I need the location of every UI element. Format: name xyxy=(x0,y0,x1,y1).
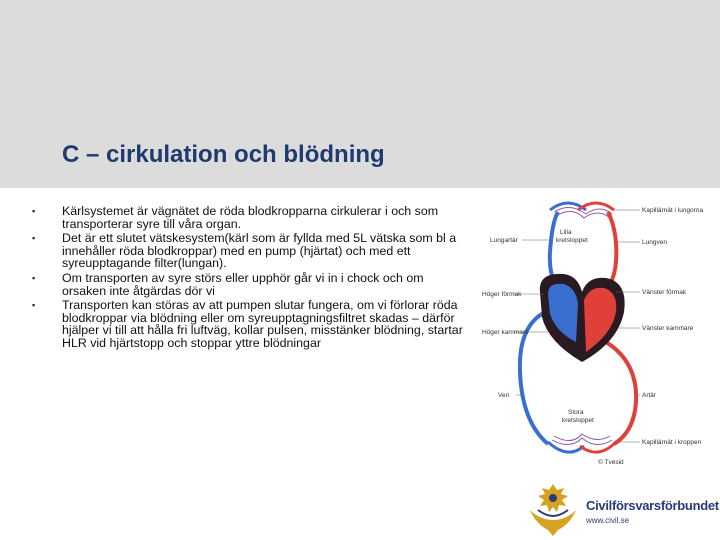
bullet-list xyxy=(28,205,468,352)
label-pulmonary-vein: Lungven xyxy=(642,239,667,246)
bullet-icon: ▪ xyxy=(32,206,36,216)
label-right-ventricle: Höger kammare xyxy=(482,329,529,336)
bullet-item xyxy=(28,272,468,297)
artery-vessel xyxy=(606,342,636,444)
bullet-text: Det är ett slutet vätskesystem(kärl som är fyllda med 5L vätska som bl a innehåller röda blodkroppar) med en pump (hjärtat) och med ett syreupptagande filter(lungan). xyxy=(62,231,457,271)
body-capillaries xyxy=(548,434,616,452)
bullet-text: Om transporten av syre störs eller upphör går vi in i chock och om orsaken inte åtgärdas dör vi xyxy=(62,270,424,298)
lung-capillaries xyxy=(550,203,614,218)
bullet-text: Kärlsystemet är vägnätet de röda blodkropparna cirkulerar i och som transporterar syre till våra organ. xyxy=(62,204,439,231)
label-small-circuit-1: Lilla xyxy=(560,229,572,236)
bullet-item xyxy=(28,232,468,270)
bullet-icon: ▪ xyxy=(32,272,36,283)
diagram-credit: © Tvesid xyxy=(598,459,624,466)
label-right-atrium: Höger förmak xyxy=(482,291,522,298)
label-left-ventricle: Vänster kammare xyxy=(642,325,694,332)
label-left-atrium: Vänster förmak xyxy=(642,289,687,296)
label-artery: Artär xyxy=(642,392,657,399)
circulation-diagram xyxy=(478,192,720,472)
heart xyxy=(540,274,625,362)
logo-url: www.civil.se xyxy=(586,516,630,525)
bullet-icon: ▪ xyxy=(32,233,36,244)
label-small-circuit-2: kretsloppet xyxy=(556,237,588,244)
label-lung-capillaries: Kapillärnät i lungorna xyxy=(642,207,704,214)
label-large-circuit-1: Stora xyxy=(568,409,584,416)
bullet-text: Transporten kan störas av att pumpen slutar fungera, om vi förlorar röda blodkroppar via blödning eller om syreupptagningsfiltret skadas – därför hjälper vi till att hålla fri luftväg, kollar pulsen, misstänker blödning, startar HLR vid hjärtstopp och stoppar yttre blödningar xyxy=(62,298,463,350)
bullet-item xyxy=(28,205,468,230)
organization-logo xyxy=(522,480,720,538)
label-vein: Ven xyxy=(498,392,510,399)
logo-name: Civilförsvarsförbundet xyxy=(586,498,719,513)
label-pulmonary-artery: Lungartär xyxy=(490,237,518,244)
label-body-capillaries: Kapillärnät i kroppen xyxy=(642,439,702,446)
crest-icon xyxy=(524,480,582,538)
label-large-circuit-2: kretsloppet xyxy=(562,417,594,424)
bullet-icon: ▪ xyxy=(32,300,36,311)
slide-title: C – cirkulation och blödning xyxy=(62,141,385,168)
bullet-item xyxy=(28,299,468,349)
